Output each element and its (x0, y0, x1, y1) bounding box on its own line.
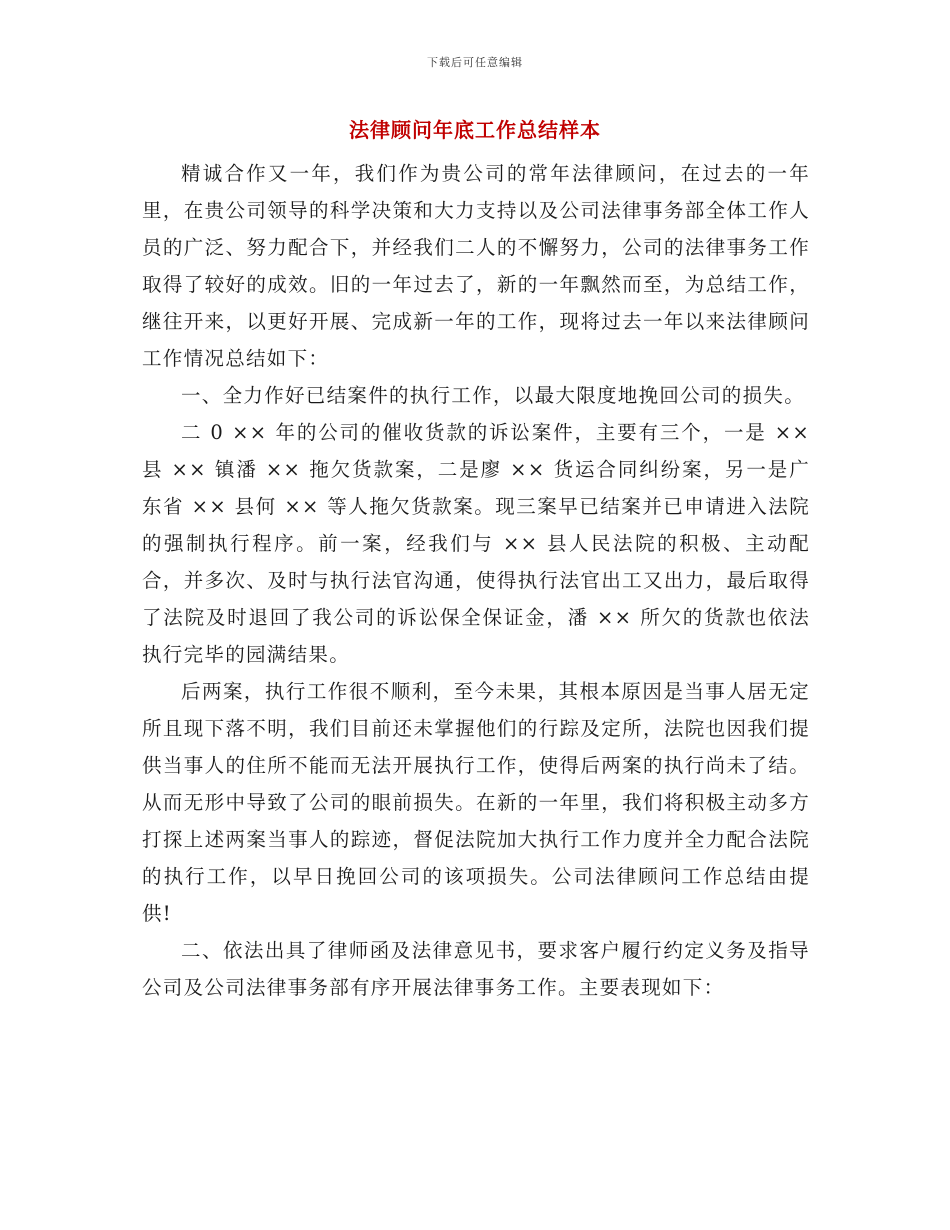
paragraph-section-2-heading: 二、依法出具了律师函及法律意见书，要求客户履行约定义务及指导公司及公司法律事务部有序开展法律事务工作。主要表现如下： (142, 939, 810, 999)
paragraph-cases: 二 0 ×× 年的公司的催收货款的诉讼案件，主要有三个，一是 ×× 县 ×× 镇潘 ×× 拖欠货款案，二是廖 ×× 货运合同纠纷案，另一是广东省 ×× 县何 ×× 等人拖欠货款案。现三案早已结案并已申请进入法院的强制执行程序。前一案，经我们与 ×× 县人民法院的积极、主动配合，并多次、及时与执行法官沟通，使得执行法官出工又出力，最后取得了法院及时退回了我公司的诉讼保全保证金，潘 ×× 所欠的货款也依法执行完毕的园满结果。 (142, 421, 810, 666)
paragraph-section-1-heading: 一、全力作好已结案件的执行工作，以最大限度地挽回公司的损失。 (181, 384, 806, 407)
paragraph-intro: 精诚合作又一年，我们作为贵公司的常年法律顾问，在过去的一年里，在贵公司领导的科学决策和大力支持以及公司法律事务部全体工作人员的广泛、努力配合下，并经我们二人的不懈努力，公司的法律事务工作取得了较好的成效。旧的一年过去了，新的一年飘然而至，为总结工作，继往开来，以更好开展、完成新一年的工作，现将过去一年以来法律顾问工作情况总结如下： (142, 162, 810, 370)
download-note: 下载后可任意编辑 (427, 56, 523, 69)
document-body (142, 155, 810, 1006)
document-title: 法律顾问年底工作总结样本 (349, 118, 601, 142)
paragraph-remaining-cases: 后两案，执行工作很不顺利，至今未果，其根本原因是当事人居无定所且现下落不明，我们目前还未掌握他们的行踪及定所，法院也因我们提供当事人的住所不能而无法开展执行工作，使得后两案的执行尚未了结。从而无形中导致了公司的眼前损失。在新的一年里，我们将积极主动多方打探上述两案当事人的踪迹，督促法院加大执行工作力度并全力配合法院的执行工作，以早日挽回公司的该项损失。公司法律顾问工作总结由提供! (142, 680, 810, 925)
